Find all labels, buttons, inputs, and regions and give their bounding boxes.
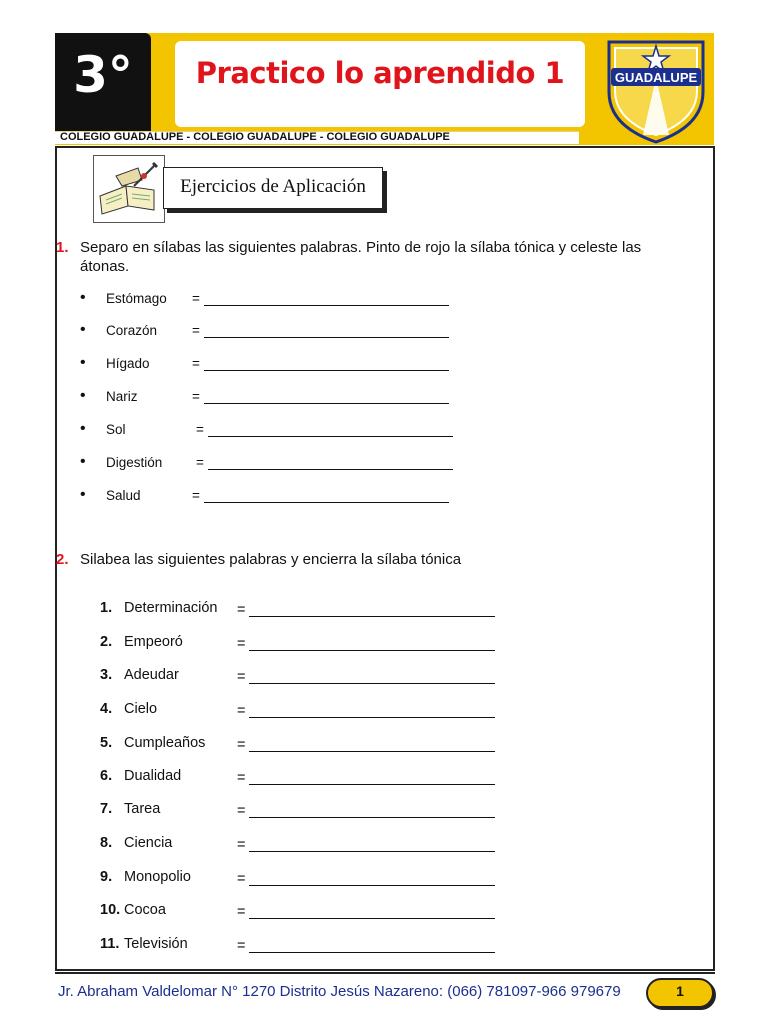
item-word: Nariz [106,389,138,404]
page-title: Practico lo aprendido 1 [195,56,565,90]
item-word: Corazón [106,323,158,338]
equals-sign: = [237,602,246,618]
equals-sign: = [237,770,246,786]
book-writing-icon [93,155,165,223]
equals-sign: = [192,488,200,503]
page-number: 1 [676,983,684,999]
equals-sign: = [192,356,200,371]
answer-line[interactable] [249,784,495,785]
item-word: Adeudar [124,667,179,683]
question-text: Silabea las siguientes palabras y encierra la sílaba tónica [80,551,462,568]
bullet-icon: • [80,289,86,306]
answer-line[interactable] [249,751,495,752]
question-number: 2. [56,551,69,568]
equals-sign: = [192,323,200,338]
equals-sign: = [237,837,246,853]
item-number: 4. [100,701,113,717]
item-word: Hígado [106,356,150,371]
item-word: Cumpleaños [124,735,206,751]
item-number: 3. [100,667,113,683]
answer-line[interactable] [249,952,495,953]
answer-line[interactable] [208,436,453,437]
item-word: Cielo [124,701,158,717]
item-word: Sol [106,422,126,437]
item-number: 9. [100,869,113,885]
item-number: 10. [100,902,121,918]
equals-sign: = [237,737,246,753]
item-word: Digestión [106,455,163,470]
school-band-text: COLEGIO GUADALUPE - COLEGIO GUADALUPE - COLEGIO GUADALUPE [60,131,450,143]
item-number: 7. [100,801,113,817]
item-number: 6. [100,768,113,784]
bullet-icon: • [80,453,86,470]
footer-address: Jr. Abraham Valdelomar N° 1270 Distrito Jesús Nazareno: (066) 781097-966 979679 [58,983,621,1000]
item-word: Monopolio [124,869,191,885]
item-word: Ciencia [124,835,173,851]
equals-sign: = [196,455,204,470]
answer-line[interactable] [249,851,495,852]
answer-line[interactable] [249,918,495,919]
answer-line[interactable] [204,502,449,503]
logo-text: GUADALUPE [614,70,698,85]
footer-divider [55,972,715,974]
equals-sign: = [237,803,246,819]
item-word: Empeoró [124,634,183,650]
equals-sign: = [237,904,246,920]
item-word: Televisión [124,936,188,952]
answer-line[interactable] [249,885,495,886]
bullet-icon: • [80,420,86,437]
equals-sign: = [237,703,246,719]
item-number: 1. [100,600,113,616]
answer-line[interactable] [249,650,495,651]
item-word: Cocoa [124,902,166,918]
equals-sign: = [237,636,246,652]
equals-sign: = [237,669,246,685]
bullet-icon: • [80,321,86,338]
bullet-icon: • [80,486,86,503]
item-number: 11. [100,936,120,952]
answer-line[interactable] [249,683,495,684]
item-number: 5. [100,735,113,751]
answer-line[interactable] [204,337,449,338]
answer-line[interactable] [249,616,495,617]
answer-line[interactable] [249,817,495,818]
equals-sign: = [237,938,246,954]
item-number: 2. [100,634,113,650]
item-word: Tarea [124,801,161,817]
school-shield-logo [603,36,709,144]
item-word: Estómago [106,291,167,306]
grade-label: 3° [73,46,133,104]
equals-sign: = [192,291,200,306]
answer-line[interactable] [204,305,449,306]
equals-sign: = [196,422,204,437]
question-text: Separo en sílabas las siguientes palabras. Pinto de rojo la sílaba tónica y celeste las átonas. [80,239,642,275]
equals-sign: = [237,871,246,887]
answer-line[interactable] [208,469,453,470]
equals-sign: = [192,389,200,404]
section-label: Ejercicios de Aplicación [180,176,366,197]
answer-line[interactable] [204,403,449,404]
question-number: 1. [56,239,69,256]
answer-line[interactable] [204,370,449,371]
item-word: Determinación [124,600,218,616]
answer-line[interactable] [249,717,495,718]
item-word: Salud [106,488,141,503]
item-number: 8. [100,835,113,851]
bullet-icon: • [80,354,86,371]
bullet-icon: • [80,387,86,404]
item-word: Dualidad [124,768,182,784]
